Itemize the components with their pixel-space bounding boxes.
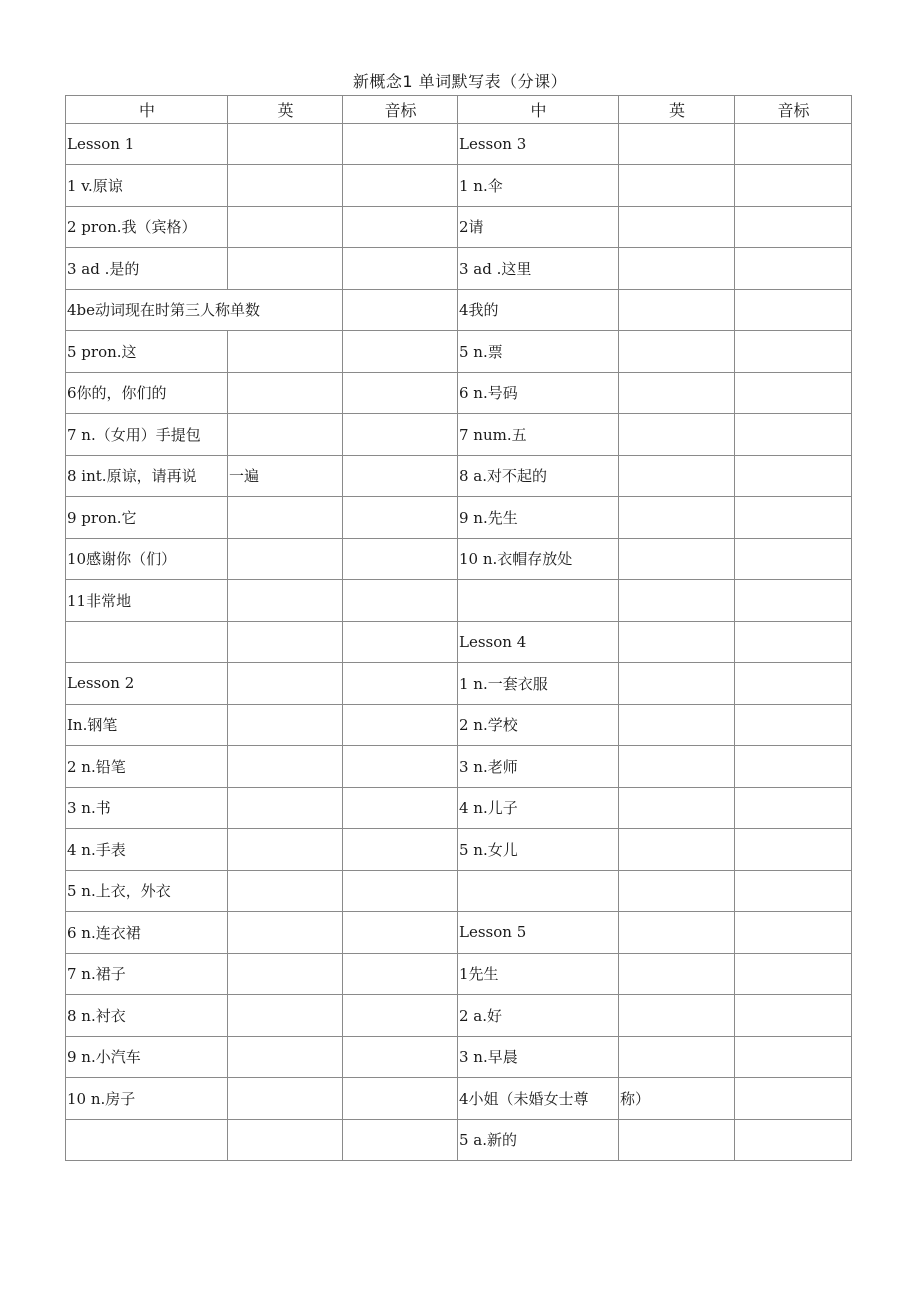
chinese-cell-left — [66, 497, 228, 539]
chinese-cell-right — [458, 580, 619, 622]
chinese-word-left: 8 int.原谅，请再说 — [67, 467, 197, 486]
chinese-cell-right — [458, 414, 619, 456]
chinese-cell-right — [458, 372, 619, 414]
table-row — [66, 1078, 852, 1120]
chinese-word-left: Lesson 1 — [67, 135, 135, 153]
english-answer-cell-right[interactable] — [619, 663, 735, 705]
vocabulary-table — [65, 95, 852, 1161]
phonetic-answer-cell-left[interactable] — [343, 289, 458, 331]
chinese-cell-right — [458, 704, 619, 746]
english-answer-cell-right[interactable] — [619, 538, 735, 580]
phonetic-answer-cell-left[interactable] — [343, 746, 458, 788]
chinese-cell-right — [458, 912, 619, 954]
english-answer-cell-left[interactable] — [228, 1119, 343, 1161]
phonetic-answer-cell-right[interactable] — [735, 704, 852, 746]
table-row — [66, 497, 852, 539]
phonetic-answer-cell-right[interactable] — [735, 580, 852, 622]
chinese-word-right: 10 n.衣帽存放处 — [459, 550, 573, 569]
chinese-cell-left — [66, 746, 228, 788]
table-row — [66, 870, 852, 912]
chinese-cell-right — [458, 497, 619, 539]
english-answer-cell-right[interactable] — [619, 1036, 735, 1078]
header-row — [66, 96, 852, 124]
phonetic-answer-cell-left[interactable] — [343, 995, 458, 1037]
chinese-cell-left — [66, 995, 228, 1037]
phonetic-answer-cell-left[interactable] — [343, 912, 458, 954]
english-answer-cell-left[interactable] — [228, 497, 343, 539]
chinese-word-right: 8 a.对不起的 — [459, 467, 548, 486]
chinese-cell-right — [458, 1078, 619, 1120]
english-answer-cell-right[interactable] — [619, 704, 735, 746]
chinese-word-right: 5 n.女儿 — [459, 840, 518, 859]
english-answer-cell-left[interactable] — [228, 580, 343, 622]
chinese-word-right: 2 a.好 — [459, 1006, 503, 1025]
chinese-word-left: Lesson 2 — [67, 674, 135, 693]
chinese-word-right: Lesson 3 — [459, 135, 527, 153]
chinese-cell-right — [458, 538, 619, 580]
phonetic-answer-cell-left[interactable] — [343, 248, 458, 290]
chinese-cell-left — [66, 248, 228, 290]
chinese-cell-right — [458, 289, 619, 331]
chinese-word-right-overflow: 称） — [620, 1089, 651, 1108]
chinese-word-right: 9 n.先生 — [459, 508, 518, 527]
table-row — [66, 124, 852, 165]
english-answer-cell-left[interactable] — [228, 663, 343, 705]
chinese-word-left: In.钢笔 — [67, 716, 118, 735]
chinese-cell-right — [458, 953, 619, 995]
chinese-word-right: 1先生 — [459, 965, 499, 984]
chinese-cell-left — [66, 206, 228, 248]
chinese-word-left: 3 n.书 — [67, 799, 111, 818]
table-row — [66, 538, 852, 580]
chinese-word-left: 3 ad .是的 — [67, 259, 140, 278]
header-english-left: 英 — [228, 96, 343, 124]
table-row — [66, 953, 852, 995]
phonetic-answer-cell-right[interactable] — [735, 621, 852, 663]
chinese-word-left: 2 n.铅笔 — [67, 757, 126, 776]
chinese-cell-left — [66, 124, 228, 165]
chinese-cell-left — [66, 165, 228, 207]
phonetic-answer-cell-left[interactable] — [343, 331, 458, 373]
chinese-word-right: 3 ad .这里 — [459, 259, 532, 278]
chinese-cell-right — [458, 746, 619, 788]
chinese-cell-left — [66, 663, 228, 705]
header-phonetic-left: 音标 — [343, 96, 458, 124]
english-answer-cell-left[interactable] — [228, 455, 343, 497]
english-answer-cell-right[interactable] — [619, 372, 735, 414]
chinese-cell-right — [458, 829, 619, 871]
table-row — [66, 372, 852, 414]
phonetic-answer-cell-right[interactable] — [735, 829, 852, 871]
chinese-cell-left — [66, 414, 228, 456]
chinese-word-left: 10 n.房子 — [67, 1089, 136, 1108]
chinese-word-right: 2请 — [459, 218, 484, 237]
english-answer-cell-right[interactable] — [619, 124, 735, 165]
chinese-word-left: 6 n.连衣裙 — [67, 923, 141, 942]
table-row — [66, 787, 852, 829]
table-row — [66, 663, 852, 705]
chinese-cell-right — [458, 1036, 619, 1078]
table-row — [66, 455, 852, 497]
table-row — [66, 1119, 852, 1161]
phonetic-answer-cell-right[interactable] — [735, 953, 852, 995]
english-answer-cell-left[interactable] — [228, 621, 343, 663]
phonetic-answer-cell-right[interactable] — [735, 1119, 852, 1161]
chinese-word-left: 4 n.手表 — [67, 840, 126, 859]
english-answer-cell-left[interactable] — [228, 331, 343, 373]
phonetic-answer-cell-right[interactable] — [735, 124, 852, 165]
chinese-cell-left — [66, 331, 228, 373]
english-answer-cell-right[interactable] — [619, 497, 735, 539]
chinese-word-right: 4我的 — [459, 301, 499, 320]
table-row — [66, 414, 852, 456]
chinese-cell-left — [66, 829, 228, 871]
chinese-cell-right — [458, 248, 619, 290]
phonetic-answer-cell-right[interactable] — [735, 206, 852, 248]
chinese-word-right: Lesson 5 — [459, 923, 527, 942]
english-answer-cell-right[interactable] — [619, 912, 735, 954]
phonetic-answer-cell-right[interactable] — [735, 663, 852, 705]
chinese-word-right: 4 n.儿子 — [459, 799, 518, 818]
phonetic-answer-cell-right[interactable] — [735, 995, 852, 1037]
english-answer-cell-right[interactable] — [619, 331, 735, 373]
table-row — [66, 206, 852, 248]
phonetic-answer-cell-left[interactable] — [343, 497, 458, 539]
phonetic-answer-cell-left[interactable] — [343, 538, 458, 580]
chinese-word-right: 7 num.五 — [459, 425, 527, 444]
table-row — [66, 580, 852, 622]
table-row — [66, 746, 852, 788]
english-answer-cell-left[interactable] — [228, 912, 343, 954]
english-answer-cell-right[interactable] — [619, 787, 735, 829]
chinese-word-right: 1 n.伞 — [459, 176, 503, 195]
chinese-cell-right — [458, 995, 619, 1037]
chinese-cell-left — [66, 372, 228, 414]
chinese-word-left: 10感谢你（们） — [67, 550, 177, 569]
chinese-word-right: 4小姐（未婚女士尊 — [459, 1089, 589, 1108]
chinese-cell-left — [66, 1036, 228, 1078]
phonetic-answer-cell-right[interactable] — [735, 1078, 852, 1120]
english-answer-cell-left[interactable] — [228, 995, 343, 1037]
chinese-cell-right — [458, 621, 619, 663]
chinese-cell-left — [66, 538, 228, 580]
table-row — [66, 621, 852, 663]
english-answer-cell-right[interactable] — [619, 580, 735, 622]
table-row — [66, 165, 852, 207]
english-answer-cell-left[interactable] — [228, 746, 343, 788]
chinese-word-left: 1 v.原谅 — [67, 176, 123, 195]
phonetic-answer-cell-right[interactable] — [735, 455, 852, 497]
phonetic-answer-cell-right[interactable] — [735, 372, 852, 414]
header-chinese-left: 中 — [66, 96, 228, 124]
chinese-word-right: 3 n.老师 — [459, 757, 518, 776]
table-row — [66, 331, 852, 373]
chinese-word-right: 1 n.一套衣服 — [459, 674, 548, 693]
chinese-cell-left — [66, 289, 343, 331]
phonetic-answer-cell-right[interactable] — [735, 331, 852, 373]
header-english-right: 英 — [619, 96, 735, 124]
phonetic-answer-cell-right[interactable] — [735, 1036, 852, 1078]
english-answer-cell-right[interactable] — [619, 206, 735, 248]
english-answer-cell-left[interactable] — [228, 1036, 343, 1078]
phonetic-answer-cell-left[interactable] — [343, 455, 458, 497]
chinese-word-left: 8 n.衬衣 — [67, 1006, 126, 1025]
chinese-word-right: Lesson 4 — [459, 632, 527, 651]
chinese-cell-left — [66, 621, 228, 663]
phonetic-answer-cell-right[interactable] — [735, 870, 852, 912]
phonetic-answer-cell-left[interactable] — [343, 1119, 458, 1161]
phonetic-answer-cell-left[interactable] — [343, 165, 458, 207]
table-row — [66, 912, 852, 954]
table-row — [66, 829, 852, 871]
phonetic-answer-cell-left[interactable] — [343, 787, 458, 829]
english-answer-cell-left[interactable] — [228, 953, 343, 995]
chinese-word-left: 9 pron.它 — [67, 508, 137, 527]
table-row — [66, 289, 852, 331]
english-answer-cell-right[interactable] — [619, 455, 735, 497]
english-answer-cell-right[interactable] — [619, 248, 735, 290]
english-answer-cell-left[interactable] — [228, 248, 343, 290]
phonetic-answer-cell-right[interactable] — [735, 289, 852, 331]
english-answer-cell-right[interactable] — [619, 829, 735, 871]
english-answer-cell-left[interactable] — [228, 538, 343, 580]
chinese-word-right: 5 a.新的 — [459, 1131, 518, 1150]
english-answer-cell-left[interactable] — [228, 206, 343, 248]
chinese-word-left-overflow: 一遍 — [229, 467, 260, 486]
english-answer-cell-right[interactable] — [619, 995, 735, 1037]
phonetic-answer-cell-right[interactable] — [735, 912, 852, 954]
chinese-cell-left — [66, 1078, 228, 1120]
english-answer-cell-left[interactable] — [228, 372, 343, 414]
english-answer-cell-right[interactable] — [619, 1119, 735, 1161]
phonetic-answer-cell-left[interactable] — [343, 704, 458, 746]
phonetic-answer-cell-right[interactable] — [735, 165, 852, 207]
english-answer-cell-right[interactable] — [619, 621, 735, 663]
table-body — [66, 124, 852, 1161]
chinese-cell-right — [458, 663, 619, 705]
phonetic-answer-cell-right[interactable] — [735, 414, 852, 456]
chinese-cell-left — [66, 580, 228, 622]
english-answer-cell-right[interactable] — [619, 953, 735, 995]
header-chinese-right: 中 — [458, 96, 619, 124]
table-row — [66, 248, 852, 290]
chinese-cell-left — [66, 953, 228, 995]
table-row — [66, 1036, 852, 1078]
phonetic-answer-cell-left[interactable] — [343, 414, 458, 456]
chinese-cell-left — [66, 1119, 228, 1161]
english-answer-cell-right[interactable] — [619, 165, 735, 207]
phonetic-answer-cell-left[interactable] — [343, 372, 458, 414]
chinese-word-right: 6 n.号码 — [459, 384, 518, 403]
chinese-cell-left — [66, 704, 228, 746]
table-row — [66, 704, 852, 746]
phonetic-answer-cell-left[interactable] — [343, 870, 458, 912]
english-answer-cell-left[interactable] — [228, 787, 343, 829]
phonetic-answer-cell-right[interactable] — [735, 787, 852, 829]
header-phonetic-right: 音标 — [735, 96, 852, 124]
chinese-cell-left — [66, 870, 228, 912]
chinese-word-left: 11非常地 — [67, 591, 132, 610]
chinese-word-right: 3 n.早晨 — [459, 1048, 518, 1067]
english-answer-cell-right[interactable] — [619, 414, 735, 456]
english-answer-cell-left[interactable] — [228, 704, 343, 746]
chinese-word-left: 2 pron.我（宾格） — [67, 218, 197, 237]
english-answer-cell-right[interactable] — [619, 289, 735, 331]
chinese-word-left: 5 n.上衣，外衣 — [67, 882, 171, 901]
document-title: 新概念1 单词默写表（分课） — [352, 72, 568, 91]
phonetic-answer-cell-left[interactable] — [343, 953, 458, 995]
chinese-cell-right — [458, 206, 619, 248]
chinese-cell-left — [66, 455, 228, 497]
english-answer-cell-right[interactable] — [619, 1078, 735, 1120]
phonetic-answer-cell-right[interactable] — [735, 538, 852, 580]
chinese-word-right: 5 n.票 — [459, 342, 503, 361]
phonetic-answer-cell-left[interactable] — [343, 206, 458, 248]
chinese-word-left: 4be动词现在时第三人称单数 — [67, 301, 261, 320]
phonetic-answer-cell-right[interactable] — [735, 497, 852, 539]
phonetic-answer-cell-right[interactable] — [735, 248, 852, 290]
chinese-cell-right — [458, 124, 619, 165]
chinese-word-left: 7 n.（女用）手提包 — [67, 425, 201, 444]
phonetic-answer-cell-left[interactable] — [343, 124, 458, 165]
table-row — [66, 995, 852, 1037]
chinese-cell-right — [458, 455, 619, 497]
english-answer-cell-right[interactable] — [619, 870, 735, 912]
phonetic-answer-cell-left[interactable] — [343, 1036, 458, 1078]
phonetic-answer-cell-left[interactable] — [343, 621, 458, 663]
chinese-word-left: 9 n.小汽车 — [67, 1048, 141, 1067]
chinese-cell-right — [458, 1119, 619, 1161]
english-answer-cell-right[interactable] — [619, 746, 735, 788]
chinese-cell-right — [458, 787, 619, 829]
phonetic-answer-cell-left[interactable] — [343, 580, 458, 622]
phonetic-answer-cell-right[interactable] — [735, 746, 852, 788]
chinese-cell-left — [66, 787, 228, 829]
chinese-word-left: 6你的，你们的 — [67, 384, 167, 403]
phonetic-answer-cell-left[interactable] — [343, 829, 458, 871]
english-answer-cell-left[interactable] — [228, 165, 343, 207]
chinese-word-left: 7 n.裙子 — [67, 965, 126, 984]
english-answer-cell-left[interactable] — [228, 870, 343, 912]
chinese-cell-left — [66, 912, 228, 954]
chinese-cell-right — [458, 331, 619, 373]
english-answer-cell-left[interactable] — [228, 1078, 343, 1120]
chinese-cell-right — [458, 165, 619, 207]
phonetic-answer-cell-left[interactable] — [343, 663, 458, 705]
english-answer-cell-left[interactable] — [228, 829, 343, 871]
phonetic-answer-cell-left[interactable] — [343, 1078, 458, 1120]
english-answer-cell-left[interactable] — [228, 124, 343, 165]
chinese-cell-right — [458, 870, 619, 912]
chinese-word-right: 2 n.学校 — [459, 716, 518, 735]
chinese-word-left: 5 pron.这 — [67, 342, 137, 361]
english-answer-cell-left[interactable] — [228, 414, 343, 456]
